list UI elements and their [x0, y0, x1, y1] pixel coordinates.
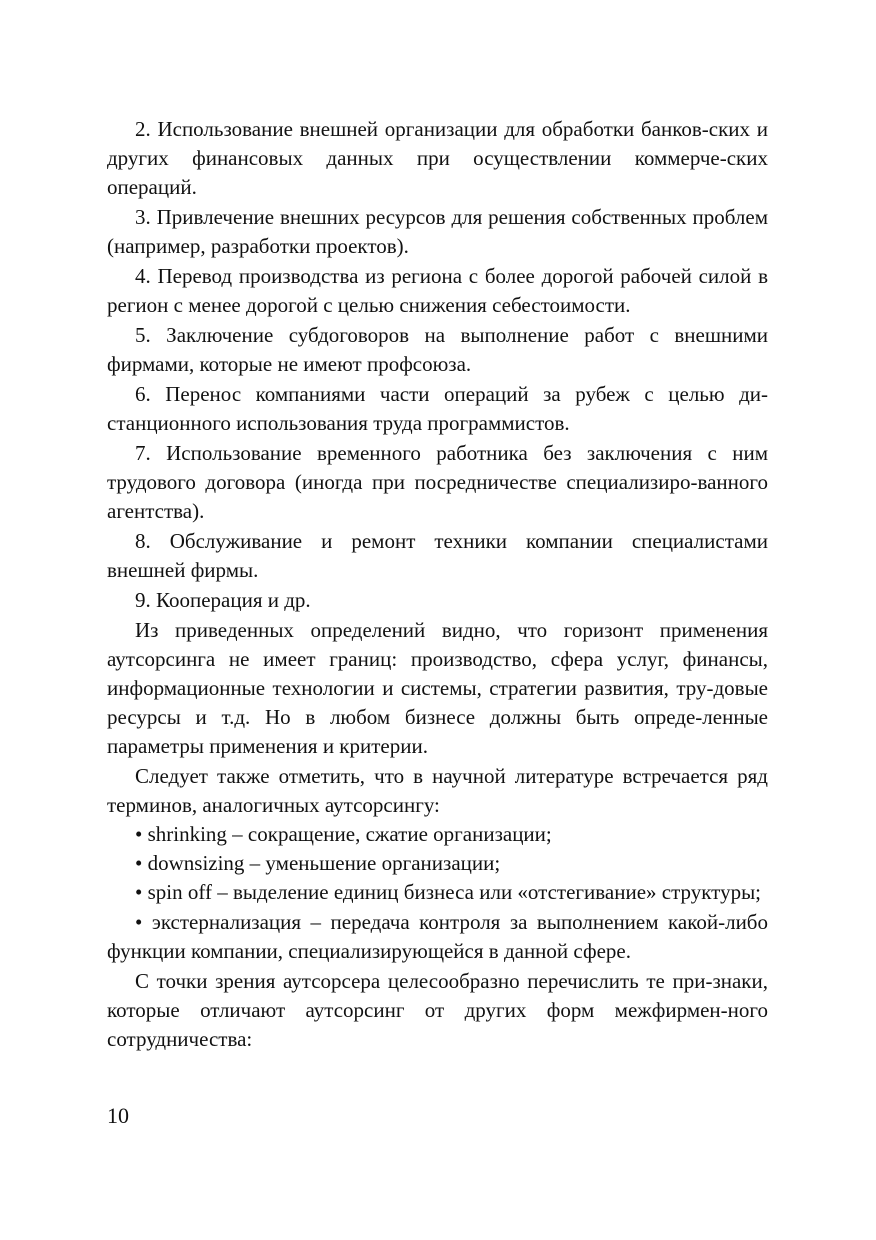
page-number: 10	[107, 1103, 129, 1128]
list-item-7: 7. Использование временного работника без заключения с ним трудового договора (иногда при посредничестве специализиро-ванного агентства).	[107, 441, 768, 523]
list-item-6: 6. Перенос компаниями части операций за рубеж с целью ди-станционного использования труда программистов.	[107, 382, 768, 435]
list-item-2: 2. Использование внешней организации для обработки банков-ских и других финансовых данных при осуществлении коммерче-ских операций.	[107, 117, 768, 199]
page-body	[107, 115, 768, 1054]
list-item-3: 3. Привлечение внешних ресурсов для решения собственных проблем (например, разработки проектов).	[107, 205, 768, 258]
list-item-4: 4. Перевод производства из региона с более дорогой рабочей силой в регион с менее дорогой с целью снижения себестоимости.	[107, 264, 768, 317]
bullet-item-shrinking: • shrinking – сокращение, сжатие организации;	[135, 822, 552, 846]
body-paragraph: С точки зрения аутсорсера целесообразно перечислить те при-знаки, которые отличают аутсорсинг от других форм межфирмен-ного сотрудничества:	[107, 969, 768, 1051]
bullet-item-spin-off: • spin off – выделение единиц бизнеса или «отстегивание» структуры;	[135, 880, 762, 904]
body-paragraph: Из приведенных определений видно, что горизонт применения аутсорсинга не имеет границ: производство, сфера услуг, финансы, информационные технологии и системы, стратегии развития, тру-довые ресурсы и т.д. Но в любом бизнесе должны быть опреде-ленные параметры применения и критерии.	[107, 618, 768, 758]
bullet-item-downsizing: • downsizing – уменьшение организации;	[135, 851, 501, 875]
list-item-5: 5. Заключение субдоговоров на выполнение работ с внешними фирмами, которые не имеют профсоюза.	[107, 323, 768, 376]
body-paragraph: Следует также отметить, что в научной литературе встречается ряд терминов, аналогичных аутсорсингу:	[107, 764, 768, 817]
list-item-9: 9. Кооперация и др.	[135, 588, 311, 612]
bullet-item-externalization: • экстернализация – передача контроля за выполнением какой-либо функции компании, специализирующейся в данной сфере.	[107, 910, 768, 963]
list-item-8: 8. Обслуживание и ремонт техники компании специалистами внешней фирмы.	[107, 529, 768, 582]
